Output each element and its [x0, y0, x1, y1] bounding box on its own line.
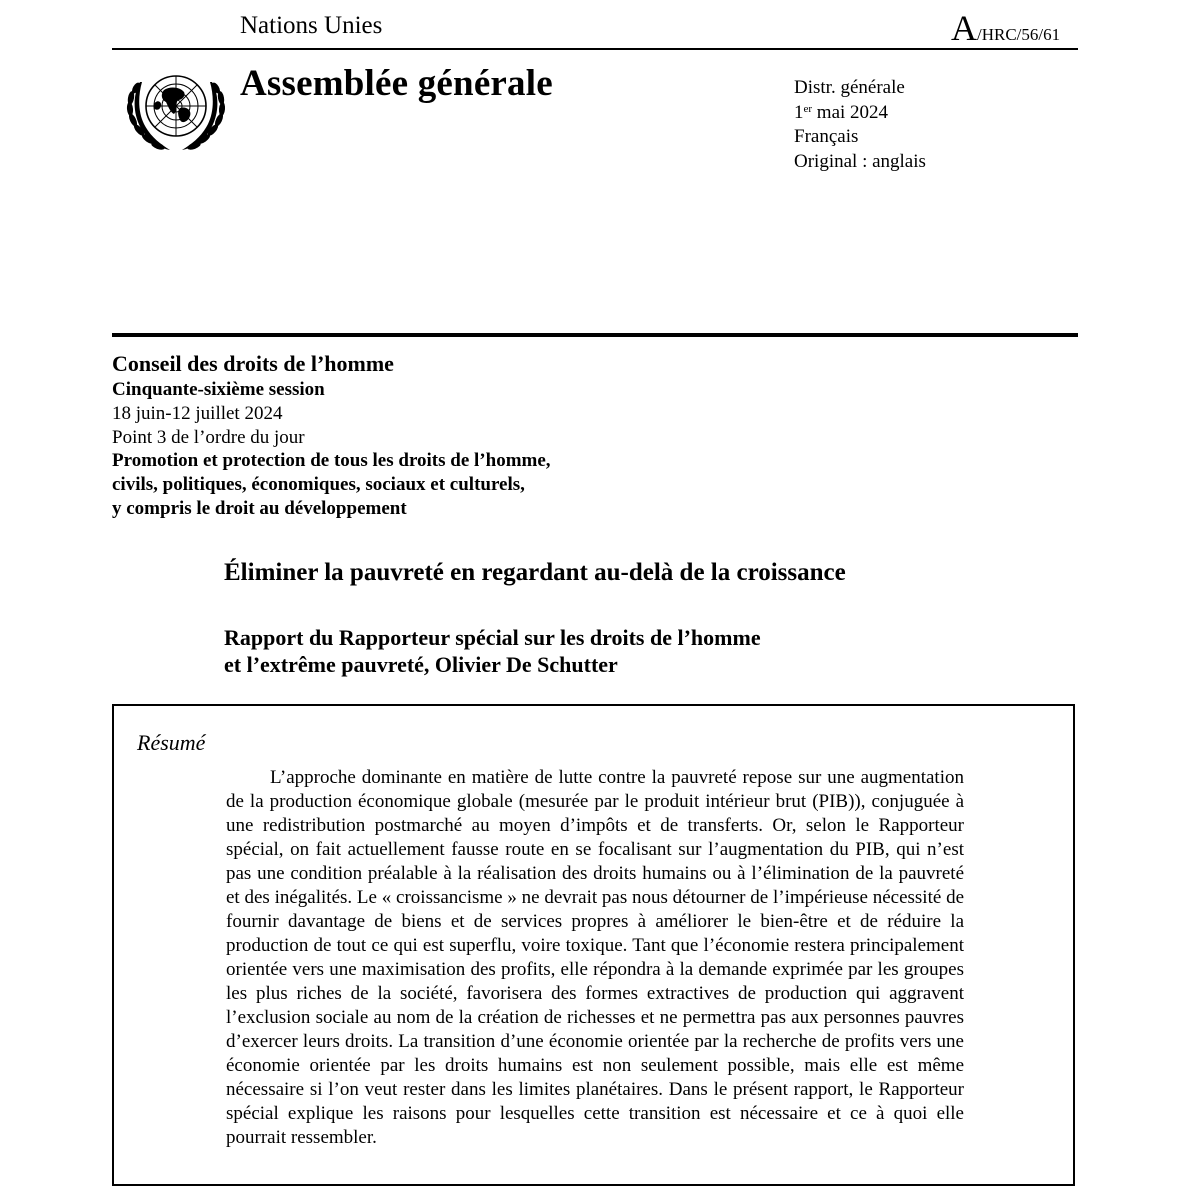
- distribution-date: 1er mai 2024: [794, 101, 889, 123]
- session-dates: 18 juin-12 juillet 2024: [112, 402, 283, 424]
- section-rule: [112, 333, 1078, 337]
- distribution-language: Français: [794, 126, 859, 147]
- agenda-title-line: y compris le droit au développement: [112, 497, 407, 519]
- distribution-block: [794, 76, 926, 174]
- distribution-type: Distr. générale: [794, 77, 905, 98]
- organization-name: Nations Unies: [240, 12, 383, 39]
- summary-heading: Résumé: [137, 730, 206, 755]
- agenda-item: Point 3 de l’ordre du jour: [112, 426, 305, 448]
- report-subtitle: [224, 624, 761, 678]
- body-name: Assemblée générale: [240, 63, 553, 104]
- document-symbol-letter: A: [951, 8, 977, 48]
- distribution-original: Original : anglais: [794, 150, 926, 172]
- agenda-title-line: Promotion et protection de tous les droits de l’homme,: [112, 450, 551, 472]
- un-emblem-icon: [120, 62, 232, 156]
- header-rule: [112, 48, 1078, 50]
- document-symbol: [951, 10, 1060, 46]
- session-block: [112, 350, 551, 521]
- summary-text: L’approche dominante en matière de lutte contre la pauvreté repose sur une augmentation de la production économique globale (mesurée par le produit intérieur brut (PIB)), conjuguée à une redistribution postmarché au moyen d’impôts et de transferts. Or, selon le Rapporteur spécial, on fait actuellement fausse route en se focalisant sur l’augmentation du PIB, qui n’est pas une condition préalable à la réalisation des droits humains ou à l’élimination de la pauvreté et des inégalités. Le « croissancisme » ne devrait pas nous détourner de l’impérieuse nécessité de fournir davantage de biens et de services propres à améliorer le bien-être et de réduire la production de tout ce qui est superflu, voire toxique. Tant que l’économie restera principalement orientée vers une maximisation des profits, elle répondra à la demande exprimée par les groupes les plus riches de la société, favorisera des formes extractives de production qui aggravent l’exclusion sociale au nom de la création de richesses et ne permettra pas aux personnes pauvres d’exercer leurs droits. La transition d’une économie orientée par la recherche de profits vers une économie orientée par les droits humains est non seulement possible, mais elle est même nécessaire si l’on veut rester dans les limites planétaires. Dans le présent rapport, le Rapporteur spécial explique les raisons pour lesquelles cette transition est nécessaire et ce à quoi elle pourrait ressembler.: [226, 767, 964, 1148]
- report-title: Éliminer la pauvreté en regardant au-delà de la croissance: [224, 559, 846, 586]
- document-symbol-code: /HRC/56/61: [977, 25, 1061, 44]
- report-subtitle-line: et l’extrême pauvreté, Olivier De Schutter: [224, 652, 618, 677]
- council-name: Conseil des droits de l’homme: [112, 351, 394, 376]
- report-subtitle-line: Rapport du Rapporteur spécial sur les droits de l’homme: [224, 625, 761, 650]
- agenda-title-line: civils, politiques, économiques, sociaux et culturels,: [112, 474, 525, 496]
- session-name: Cinquante-sixième session: [112, 379, 325, 400]
